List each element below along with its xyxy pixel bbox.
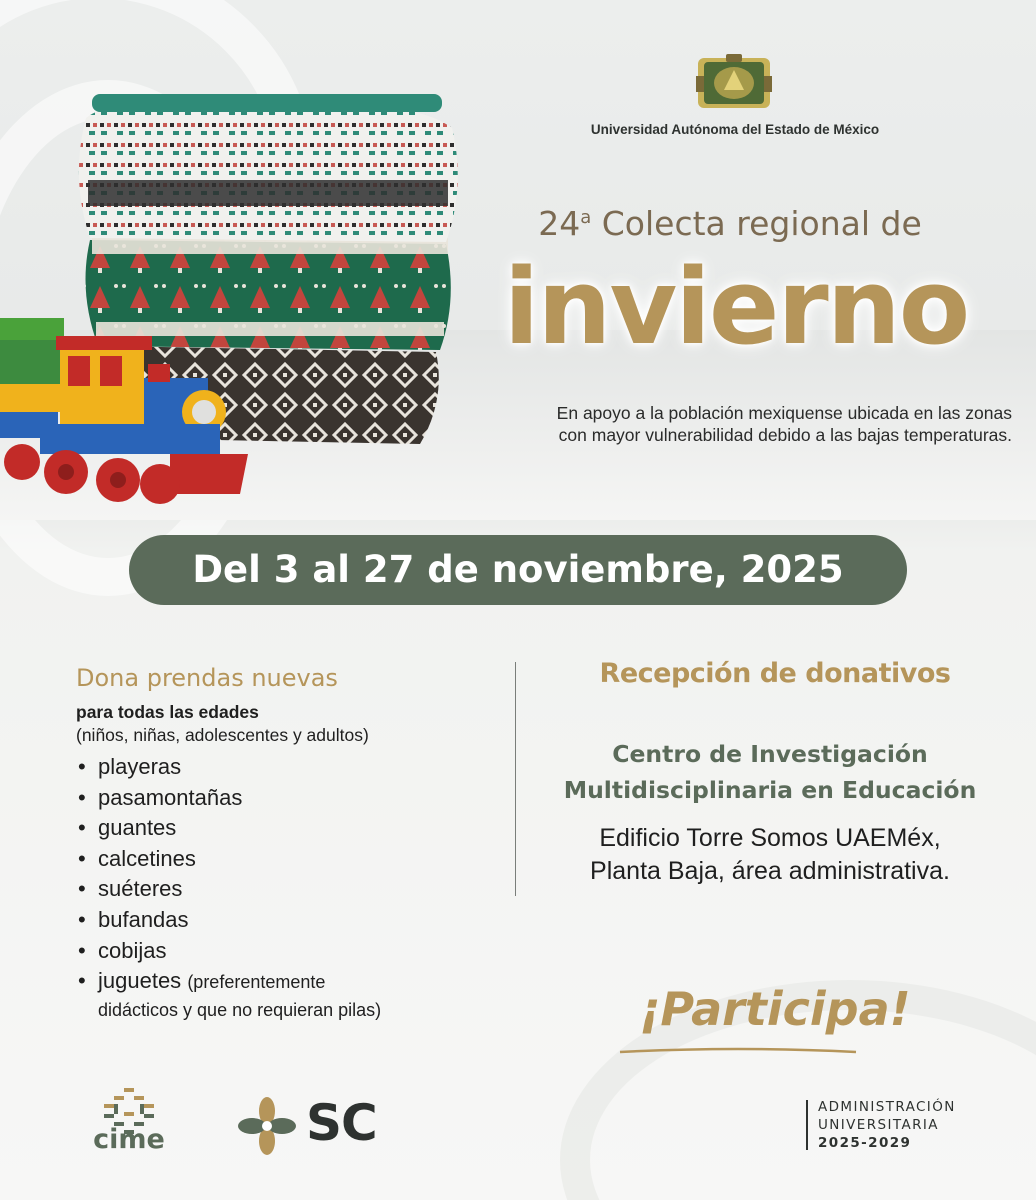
list-item: • cobijas (76, 936, 506, 967)
administration-divider (806, 1100, 808, 1150)
campaign-title: invierno (503, 246, 969, 368)
list-item-label: juguetes (98, 968, 182, 994)
donation-subtitle: para todas las edades (76, 702, 259, 722)
administration-years: 2025-2029 (818, 1135, 912, 1151)
headline-ordinal: a (580, 207, 592, 228)
list-item: • suéteres (76, 874, 506, 905)
list-item: • guantes (76, 813, 506, 844)
campaign-headline (470, 204, 990, 243)
center-name-line: Multidisciplinaria en Educación (563, 776, 977, 804)
call-to-action-underline (618, 1044, 858, 1058)
administration-line: ADMINISTRACIÓN (818, 1099, 956, 1115)
university-name: Universidad Autónoma del Estado de México (590, 122, 880, 137)
donation-items-list (76, 752, 506, 1022)
sc-wordmark: SC (306, 1094, 377, 1152)
list-item: • playeras (76, 752, 506, 783)
cime-wordmark: cime (93, 1124, 165, 1155)
list-item-note: didácticos y que no requieran pilas) (98, 999, 382, 1020)
address-line: Edificio Torre Somos UAEMéx, (599, 824, 941, 852)
reception-address (520, 822, 1020, 888)
donation-audience: (niños, niñas, adolescentes y adultos) (76, 725, 369, 745)
list-item: • bufandas (76, 905, 506, 936)
center-name-line: Centro de Investigación (612, 740, 928, 768)
reception-title: Recepción de donativos (599, 658, 951, 689)
administration-line: UNIVERSITARIA (818, 1117, 939, 1133)
subtitle-line: con mayor vulnerabilidad debido a las bajas temperaturas. (558, 425, 1012, 445)
university-crest-logo (696, 52, 772, 114)
donation-title: Dona prendas nuevas (76, 664, 338, 692)
subtitle-line: En apoyo a la población mexiquense ubicada en las zonas (556, 403, 1012, 423)
date-range-banner: Del 3 al 27 de noviembre, 2025 (129, 535, 907, 605)
headline-text: Colecta regional de (591, 204, 922, 243)
address-line: Planta Baja, área administrativa. (590, 857, 950, 885)
headline-number: 24 (538, 204, 581, 243)
reception-center-name (520, 736, 1020, 808)
column-divider (515, 662, 516, 896)
administration-label (818, 1098, 956, 1152)
list-item (76, 966, 506, 1022)
list-item-note: (preferentemente (187, 972, 326, 993)
list-item: • pasamontañas (76, 783, 506, 814)
list-item: • calcetines (76, 844, 506, 875)
campaign-subtitle (452, 402, 1012, 446)
call-to-action: ¡Participa! (639, 982, 911, 1036)
sc-flower-logo (232, 1096, 302, 1156)
donation-section (76, 664, 506, 1022)
